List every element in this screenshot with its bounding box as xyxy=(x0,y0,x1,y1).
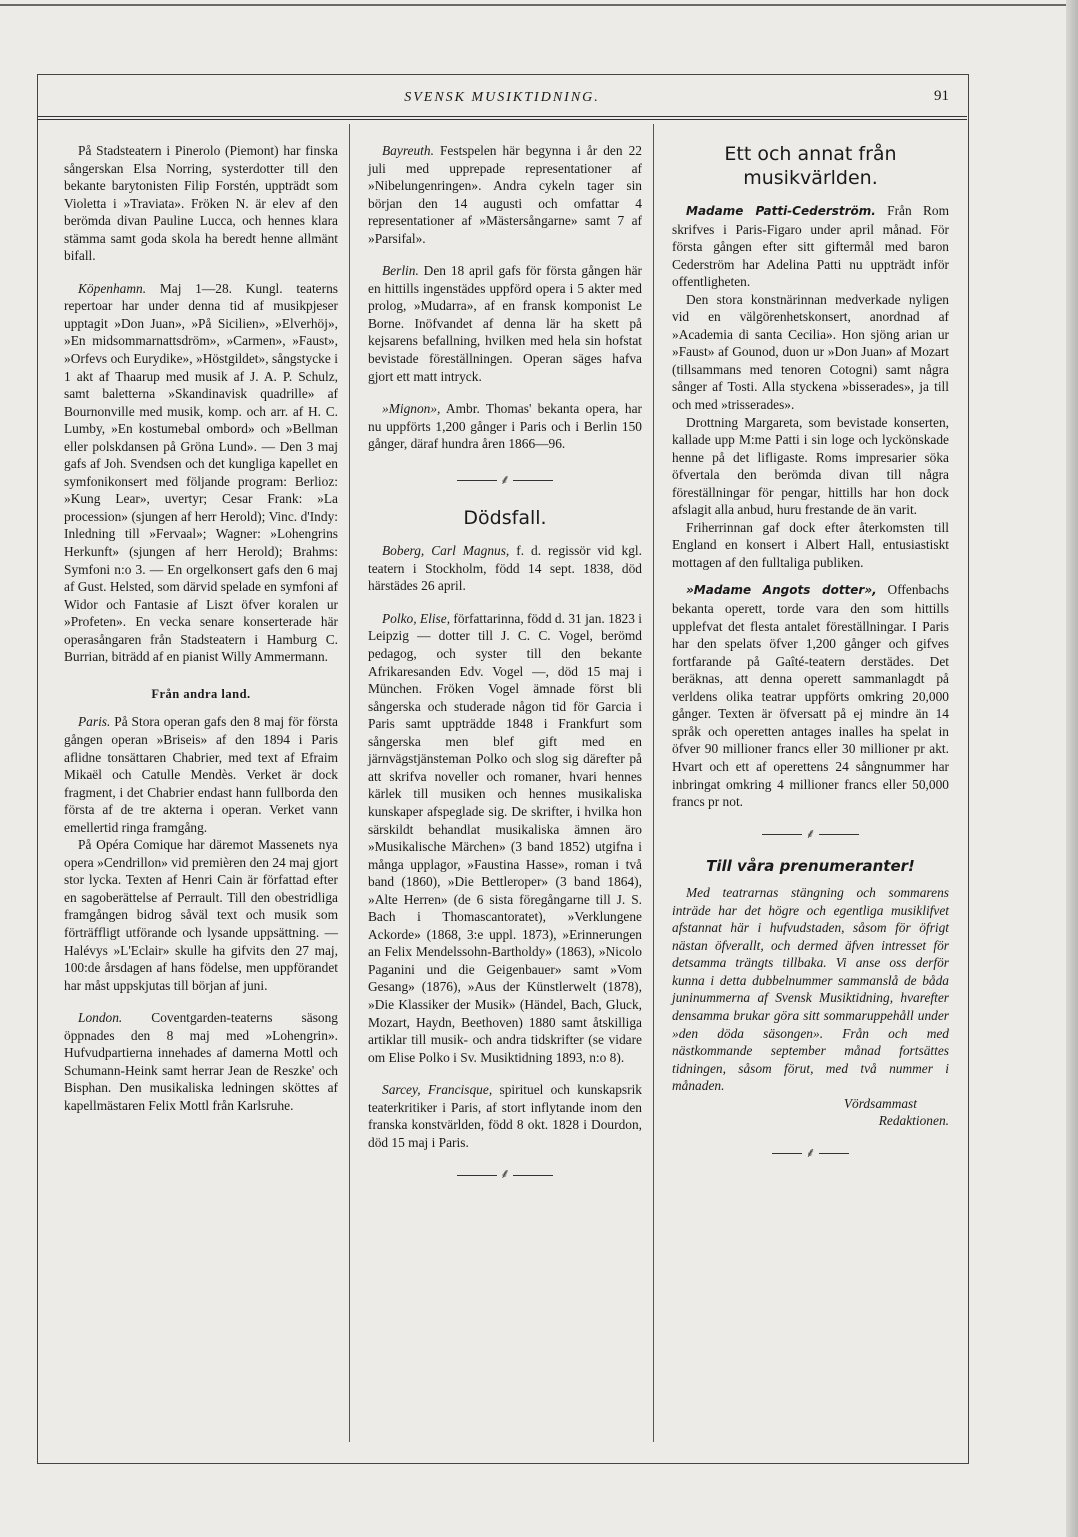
angot-title: »Madame Angots dotter», xyxy=(686,583,877,598)
header-rule xyxy=(37,116,967,120)
patti-name: Madame Patti-Cederström. xyxy=(686,204,876,218)
boberg-text: f. d. regissör vid kgl. teatern i Stockholm, född 14 sept. 1838, död härstädes 26 april. xyxy=(368,543,642,594)
berlin-place: Berlin. xyxy=(382,263,419,279)
column-2 xyxy=(368,142,642,1183)
signature-closing: Vördsammast xyxy=(843,1095,917,1111)
pinerolo-paragraph: På Stadsteatern i Pinerolo (Piemont) har finska sångerskan Elsa Norring, systerdotter till den bekante barytonisten Filip Forstén, uppträdt som Violetta i »Traviata». Fröken N. är elev af den berömda divan Pauline Lucca, och hennes klara stämma samt goda skola ha beredt henne allmänt bifall. xyxy=(64,143,338,264)
albert-hall-paragraph: Friherrinnan gaf dock efter återkomsten till England en konsert i Albert Hall, entusiastiskt mottagen af den fulltaliga publiken. xyxy=(672,519,949,570)
bayreuth-text: Festspelen här begynna i år den 22 juli med upprepade representationer af »Nibelungenringen». Andra cykeln tager sin början den 14 augusti och omfattar 4 representationer af »Mästersångarne» samt 7 af »Parsifal». xyxy=(368,143,642,246)
page-edge-shadow xyxy=(1066,0,1078,1537)
polko-text: författarinna, född d. 31 jan. 1823 i Leipzig — dotter till J. C. C. Vogel, berömd pedagog, och syster till den bekante Afrikaresanden Edv. Vogel —, död 15 maj i München. Fröken Vogel ämnade först bli sångerska och studerade någon tid för Garcia i Paris samt uppträdde 1848 i Frankfurt som sångerska men blef gift med en järnvägstjänsteman Polko och slog sig därefter på att skrifva noveller och romaner, hvari hennes kärlek till musiken och hennes musikaliska kunskaper afspeglade sig. De skrifter, i hvilka hon särskildt behandlat musikaliska ämnen äro »Musikalische Märchen» (3 band 1852) utgifna i många upplagor, »Faustina Hasse», roman i två band (1860), »Die Bettleroper» (3 band 1864), »Alte Herren» (de 6 sista föregångarne till J. S. Bach i Thomascantoratet), »Verklungene Ackorde» (1868, 3:e uppl. 1873), »Erinnerungen an Felix Mendelssohn-Bartholdy» (1863), »Nicolo Paganini und die Geigenbauer» samt »Vom Gesang» (1876), »Aus der Künstlerwelt (1878), »Die Klassiker der Musik» (Händel, Bach, Gluck, Mozart, Haydn, Beethoven) 1880 samt åtskilliga artiklar till musik- och andra tidskrifter (se vidare om Elise Polko i Sv. Musiktidning 1893, n:o 8). xyxy=(368,610,642,1065)
angot-text: Offenbachs bekanta operett, torde vara den som hittills upplefvat det flesta antalet föreställningar. I Paris har den spelats öfver 1,200 gånger och gifves fortfarande på Gaîté-teatern derstädes. Det beräknas, att denna operett sammanlagdt på verldens olika teatrar uppförts omkring 20,000 gånger. Texten är öfversatt på ej mindre än 14 språk och operetten antages inalles ha spelat in öfver 90 millioner francs eller 30 millioner pr akt. Hvart och ett af operettens 24 sångnummer har inbringat omkring 4 millioner francs eller 50,000 francs pr not. xyxy=(672,582,949,810)
polko-name: Polko, Elise, xyxy=(382,610,451,626)
sarcey-name: Sarcey, Francisque, xyxy=(382,1082,493,1098)
drottning-paragraph: Drottning Margareta, som bevistade konserten, kallade upp M:me Patti i sin loge och lyckönskade henne på det lifligaste. Roms impresarier söka öfvertala den berömda divan till några föreställningar för pengar, hittills har hon dock afslagit alla anbud, huru frestande de än varit. xyxy=(672,414,949,518)
masthead-title: SVENSK MUSIKTIDNING. xyxy=(404,90,600,105)
signature-editors: Redaktionen. xyxy=(878,1113,949,1129)
boberg-name: Boberg, Carl Magnus, xyxy=(382,543,510,559)
column-3 xyxy=(672,142,949,1161)
obituary-sarcey xyxy=(368,1081,642,1151)
london-text: Coventgarden-teaterns säsong öppnades den 8 maj med »Lohengrin». Hufvudpartierna innehades af damerna Mottl och Schumann-Heink samt herrar Jean de Reszke' och Bisphan. Den musikaliska ledningen sköttes af kapellmästaren Felix Mottl från Karlsruhe. xyxy=(64,1010,338,1113)
sarcey-text: spirituel och kunskapsrik teaterkritiker i Paris, af stort inflytande inom den franska konstvärlden, född 8 okt. 1828 i Dourdon, död 15 maj i Paris. xyxy=(368,1082,643,1150)
berlin-paragraph xyxy=(368,262,642,385)
ornament-divider: ⸙ xyxy=(368,471,642,489)
paris-text: På Stora operan gafs den 8 maj för första gången operan »Briseis» af den 1894 i Paris aflidne tonsättaren Chabrier, med text af Efraim Mikaël och Catulle Mendès. Verket är dock fragment, i det Chabrier endast hann fullborda den första af de tre akterna i operan. Verket vann emellertid ringa framgång. xyxy=(64,714,338,835)
page-header xyxy=(37,84,967,114)
kopenhamn-place: Köpenhamn. xyxy=(78,280,147,296)
ornament-divider-col3: ⸙ xyxy=(672,825,949,843)
section-heading-dodsfall: Dödsfall. xyxy=(463,507,547,530)
mignon-text: Ambr. Thomas' bekanta opera, har nu uppförts 1,200 gånger i Paris och i Berlin 150 gånger, däraf hundra åren 1866—96. xyxy=(368,401,642,452)
top-edge-line xyxy=(0,4,1078,6)
subscriber-notice: Med teatrarnas stängning och sommarens inträde har det högre och egentliga musiklifvet afstannat här i hufvudstaden, såsom för öfrigt nästan öfverallt, och dermed äfven intresset för detsamma trängts tillbaka. Vi anse oss derför kunna i detta dubbelnummer sammanslå de båda juninummerna af Svensk Musiktidning, hvarefter densamma brukar göra sitt sommaruppehåll under »den döda säsongen». Från och med nästkommande september månad fortsättes tidningen, såsom förut, med två nummer i månaden. xyxy=(672,885,949,1094)
obituary-boberg xyxy=(368,542,642,595)
patti-concert-paragraph: Den stora konstnärinnan medverkade nyligen vid en välgörenhetskonsert, anordnad af »Academia di santa Cecilia». Hon sjöng arian ur »Faust» af Gounod, duon ur »Don Juan» af Mozart (tillsammans med tenoren Cotogni) samt några sånger af Tosti. Alla styckena »bisserades», ja till och med »trisserades». xyxy=(672,291,949,413)
paris-paragraph xyxy=(64,713,338,836)
london-paragraph xyxy=(64,1009,338,1114)
column-divider-left xyxy=(349,124,350,1442)
column-divider-right xyxy=(653,124,654,1442)
paris-place: Paris. xyxy=(78,714,111,730)
notice-heading: Till våra prenumeranter! xyxy=(706,857,915,876)
column-1 xyxy=(64,142,338,1114)
page-number: 91 xyxy=(934,88,949,104)
berlin-text: Den 18 april gafs för första gången här en hittills ingenstädes uppförd opera i 5 akter med prolog, »Mudarra», af en fransk komponist Le Borne. Inöfvandet af denna lär ha skett på kejsarens befallning, hvilken med hela sin hofstat bevistade föreställningen. Operan säges hafva gjort ett matt intryck. xyxy=(368,263,642,384)
london-place: London. xyxy=(78,1010,123,1026)
patti-paragraph xyxy=(672,202,949,291)
kopenhamn-paragraph xyxy=(64,280,338,666)
section-heading-ett-och-annat: Ett och annat från musikvärlden. xyxy=(724,143,897,189)
ornament-divider-bottom: ⸙ xyxy=(368,1165,642,1183)
bayreuth-paragraph xyxy=(368,142,642,247)
ornament-divider-end: ⸙ xyxy=(672,1144,949,1162)
angot-paragraph xyxy=(672,581,949,810)
mignon-title: »Mignon», xyxy=(382,401,441,417)
mignon-paragraph xyxy=(368,400,642,453)
obituary-polko xyxy=(368,610,642,1066)
kopenhamn-text: Maj 1—28. Kungl. teaterns repertoar har under denna tid af musikpjeser upptagit »Don Juan», »På Sicilien», »Elverhöj», »En midsommarnattsdröm», »Carmen», »Faust», »Orfevs och Eurydike», »Höstgildet», sångstycke i 1 akt af Thaarup med musik af J. A. P. Schulz, samt baletterna »Skandinavisk quadrille» af Bournonville med musik, komp. och arr. af H. C. Lumby, »En kostumebal ombord» och »Bellman eller polskdansen på Gröna Lund». — Den 3 maj gafs af Joh. Svendsen och det kungliga kapellet en symfonikonsert med följande program: Berlioz: »Kung Lear», uvertyr; Cesar Frank: »La procession» (sjungen af herr Herold); Vinc. d'Indy: Inledning till »Fervaal»; Wagner: »Lohengrins Herkunft» (sjungen af herr Herold); Brahms: Symfoni n:o 3. — En orgelkonsert gafs den 6 maj af Gust. Helsted, som därvid spelade en symfoni af Widor och Fantasie af Liszt öfver koralen ur »Profeten». En vecka senare konserterade här operasångaren från Stadsteatern i Hamburg C. Burrian, biträdd af en pianist Willy Ammermann. xyxy=(64,280,338,665)
patti-text: Från Rom skrifves i Paris-Figaro under april månad. För första gången efter sitt giftermål med baron Cederström har Adelina Patti nu uppträdt inför offentligheten. xyxy=(672,203,949,290)
bayreuth-place: Bayreuth. xyxy=(382,143,434,158)
opera-comique-paragraph: På Opéra Comique har däremot Massenets nya opera »Cendrillon» vid premièren den 24 maj gjort stor lycka. Texten af Henri Cain är författad efter en sagoberättelse af Perrault. Till den obestridliga framgången bidrog såväl text och musik som förträffligt utförande och lysande uppsättning. — Halévys »L'Eclair» skulle ha gifvits den 27 maj, 100:de årsdagen af hans födelse, men uppförandet har måst uppskjutas till början af juni. xyxy=(64,837,338,993)
section-heading-fran-andra-land: Från andra land. xyxy=(151,686,251,701)
